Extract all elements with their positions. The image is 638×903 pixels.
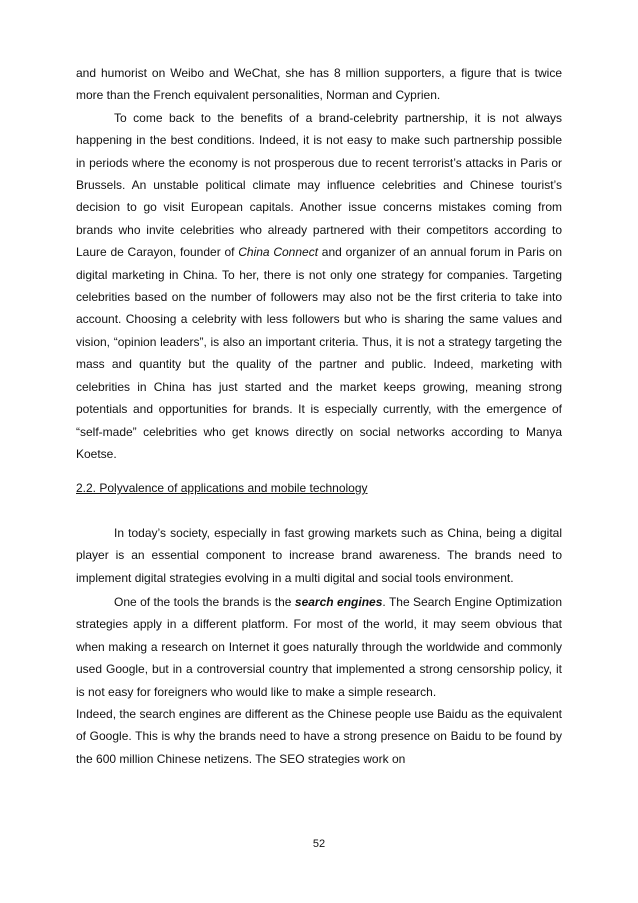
china-connect-name: China Connect	[238, 245, 319, 260]
paragraph-baidu: Indeed, the search engines are different as the Chinese people use Baidu as the equivalent of Google. This is why the brands need to have a strong presence on Baidu to be found by the 600 million Chinese netizens. The SEO strategies work on	[76, 706, 562, 766]
paragraph-search-engines	[76, 591, 562, 703]
page-number: 52	[312, 838, 326, 850]
paragraph-text: To come back to the benefits of a brand-celebrity partnership, it is not always happening in the best conditions. Indeed, it is not easy to make such partnership possible in periods where the economy is not prosperous due to recent terrorist’s attacks in Paris or Brussels. An unstable political climate may influence celebrities and Chinese tourist’s decision to go visit European capitals. Another issue concerns mistakes coming from brands who invite celebrities who already partnered with their competitors according to Laure de Carayon, founder of	[76, 110, 562, 260]
section-heading: 2.2. Polyvalence of applications and mobile technology	[76, 481, 368, 496]
paragraph-digital-player: In today’s society, especially in fast growing markets such as China, being a digital player is an essential component to increase brand awareness. The brands need to implement digital strategies evolving in a multi digital and social tools environment.	[76, 525, 562, 585]
page-body	[76, 62, 562, 770]
paragraph-text: One of the tools the brands is the	[114, 594, 295, 609]
paragraph-text: and organizer of an annual forum in Paris on digital marketing in China. To her, there is not only one strategy for companies. Targeting celebrities based on the number of followers may also not be the first criteria to take into account. Choosing a celebrity with less followers but who is sharing the same values and vision, “opinion leaders”, is also an important criteria. Thus, it is not a strategy targeting the mass and quantity but the quality of the partner and public. Indeed, marketing with celebrities in China has just started and the market keeps growing, meaning strong potentials and opportunities for brands. It is especially currently, with the emergence of “self-made” celebrities who get knows directly on social networks according to Manya Koetse.	[76, 245, 562, 461]
paragraph-brand-celebrity	[76, 107, 562, 466]
paragraph-continuation: and humorist on Weibo and WeChat, she has 8 million supporters, a figure that is twice more than the French equivalent personalities, Norman and Cyprien.	[76, 66, 562, 103]
paragraph-text: . The Search Engine Optimization strategies apply in a different platform. For most of the world, it may seem obvious that when making a research on Internet it goes naturally through the worldwide and commonly used Google, but in a controversial country that implemented a strong censorship policy, it is not easy for foreigners who would like to make a simple research.	[76, 594, 562, 699]
search-engines-term: search engines	[294, 594, 383, 609]
